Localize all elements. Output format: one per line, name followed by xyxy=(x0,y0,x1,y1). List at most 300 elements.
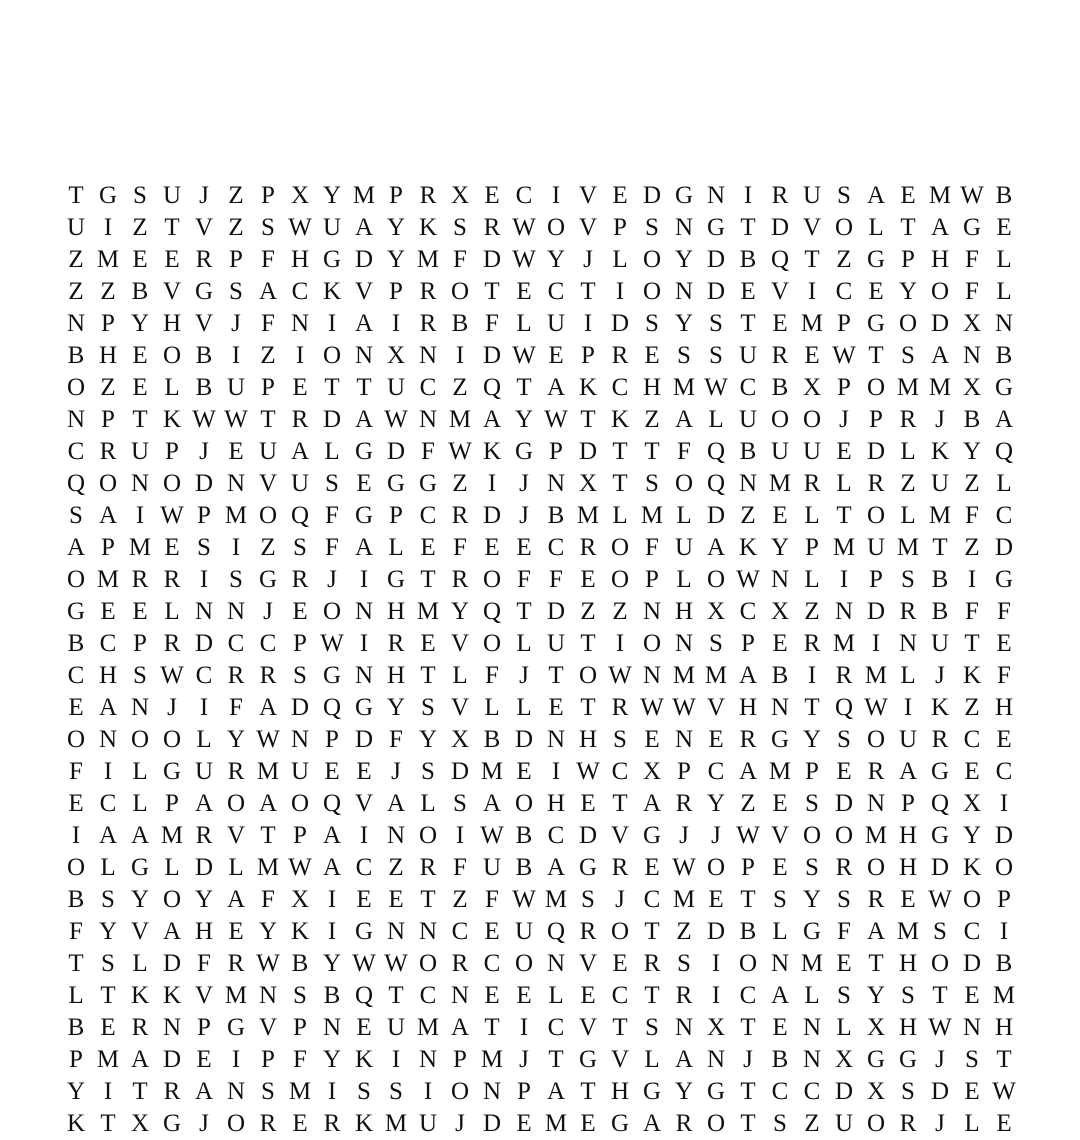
grid-letter: A xyxy=(546,854,566,881)
grid-letter: D xyxy=(706,502,726,529)
grid-letter: B xyxy=(195,342,213,369)
grid-letter: D xyxy=(610,310,630,337)
grid-letter: S xyxy=(261,214,275,241)
grid-letter: M xyxy=(832,534,856,561)
grid-letter: I xyxy=(359,566,369,593)
grid-letter: F xyxy=(453,246,467,273)
grid-letter: D xyxy=(194,630,214,657)
grid-letter: E xyxy=(772,790,788,817)
grid-letter: L xyxy=(900,502,916,529)
grid-letter: G xyxy=(258,566,278,593)
grid-letter: A xyxy=(322,822,342,849)
grid-letter: N xyxy=(290,310,310,337)
grid-letter: L xyxy=(132,950,148,977)
grid-letter: J xyxy=(935,1110,945,1137)
grid-letter: U xyxy=(546,630,566,657)
grid-letter: L xyxy=(676,502,692,529)
grid-letter: V xyxy=(130,918,150,945)
grid-letter: N xyxy=(674,630,694,657)
grid-letter: M xyxy=(544,886,568,913)
grid-letter: Y xyxy=(770,534,790,561)
grid-letter: A xyxy=(194,790,214,817)
grid-letter: E xyxy=(420,534,436,561)
grid-letter: F xyxy=(421,438,435,465)
grid-letter: M xyxy=(800,950,824,977)
grid-row xyxy=(60,372,1020,404)
grid-letter: N xyxy=(770,694,790,721)
grid-letter: S xyxy=(645,310,659,337)
grid-letter: E xyxy=(836,950,852,977)
grid-letter: O xyxy=(482,566,502,593)
grid-letter: R xyxy=(259,662,277,689)
grid-letter: E xyxy=(580,982,596,1009)
grid-letter: Y xyxy=(386,246,406,273)
grid-letter: B xyxy=(739,438,757,465)
grid-letter: C xyxy=(419,374,437,401)
grid-letter: E xyxy=(292,1110,308,1137)
grid-letter: G xyxy=(162,1110,182,1137)
grid-letter: A xyxy=(546,1078,566,1105)
grid-letter: T xyxy=(644,982,660,1009)
grid-letter: F xyxy=(965,246,979,273)
grid-letter: R xyxy=(419,278,437,305)
grid-letter: M xyxy=(416,598,440,625)
grid-letter: A xyxy=(482,406,502,433)
grid-letter: S xyxy=(709,342,723,369)
grid-letter: Y xyxy=(898,278,918,305)
grid-letter: W xyxy=(864,694,888,721)
grid-letter: Z xyxy=(804,598,820,625)
grid-letter: M xyxy=(96,566,120,593)
grid-letter: U xyxy=(834,1110,854,1137)
grid-letter: H xyxy=(546,790,566,817)
grid-letter: O xyxy=(578,662,598,689)
grid-letter: L xyxy=(516,630,532,657)
grid-letter: D xyxy=(386,438,406,465)
grid-letter: T xyxy=(484,278,500,305)
grid-letter: I xyxy=(551,182,561,209)
grid-letter: B xyxy=(963,406,981,433)
grid-letter: S xyxy=(677,950,691,977)
grid-letter: U xyxy=(802,438,822,465)
grid-letter: B xyxy=(67,886,85,913)
grid-letter: E xyxy=(804,342,820,369)
grid-letter: D xyxy=(706,246,726,273)
grid-letter: N xyxy=(450,982,470,1009)
grid-letter: O xyxy=(66,566,86,593)
grid-letter: I xyxy=(455,822,465,849)
grid-letter: Y xyxy=(802,726,822,753)
grid-letter: F xyxy=(997,662,1011,689)
grid-letter: Q xyxy=(706,470,726,497)
grid-letter: W xyxy=(512,214,536,241)
grid-row xyxy=(60,756,1020,788)
grid-letter: Y xyxy=(802,886,822,913)
grid-letter: F xyxy=(389,726,403,753)
grid-letter: D xyxy=(354,246,374,273)
grid-letter: U xyxy=(162,182,182,209)
grid-letter: C xyxy=(963,918,981,945)
grid-letter: M xyxy=(896,374,920,401)
grid-letter: J xyxy=(199,182,209,209)
grid-letter: P xyxy=(165,790,179,817)
grid-letter: Z xyxy=(452,470,468,497)
grid-letter: D xyxy=(290,694,310,721)
grid-letter: N xyxy=(386,918,406,945)
grid-letter: Q xyxy=(770,246,790,273)
grid-letter: U xyxy=(130,438,150,465)
grid-letter: X xyxy=(290,182,310,209)
grid-letter: R xyxy=(643,950,661,977)
grid-letter: W xyxy=(352,950,376,977)
grid-letter: C xyxy=(483,950,501,977)
grid-letter: R xyxy=(803,470,821,497)
grid-letter: B xyxy=(771,662,789,689)
grid-letter: C xyxy=(803,1078,821,1105)
grid-letter: I xyxy=(807,662,817,689)
grid-letter: O xyxy=(674,470,694,497)
grid-letter: A xyxy=(674,406,694,433)
grid-letter: V xyxy=(610,1046,630,1073)
grid-letter: R xyxy=(579,918,597,945)
grid-letter: T xyxy=(644,438,660,465)
grid-letter: G xyxy=(130,854,150,881)
grid-letter: T xyxy=(644,918,660,945)
grid-letter: G xyxy=(578,854,598,881)
grid-row xyxy=(60,884,1020,916)
grid-letter: Y xyxy=(546,246,566,273)
grid-letter: D xyxy=(930,310,950,337)
grid-letter: R xyxy=(163,566,181,593)
grid-letter: E xyxy=(516,982,532,1009)
grid-letter: I xyxy=(359,822,369,849)
grid-letter: O xyxy=(226,1110,246,1137)
grid-letter: L xyxy=(772,918,788,945)
grid-letter: P xyxy=(293,1014,307,1041)
grid-letter: O xyxy=(994,854,1014,881)
grid-letter: T xyxy=(612,1014,628,1041)
grid-letter: P xyxy=(645,566,659,593)
grid-letter: U xyxy=(290,470,310,497)
grid-letter: X xyxy=(962,790,982,817)
grid-letter: D xyxy=(482,246,502,273)
grid-letter: R xyxy=(323,1110,341,1137)
grid-letter: C xyxy=(739,374,757,401)
grid-letter: S xyxy=(101,886,115,913)
grid-letter: U xyxy=(866,534,886,561)
grid-letter: W xyxy=(928,886,952,913)
grid-letter: X xyxy=(450,726,470,753)
grid-letter: H xyxy=(898,1014,918,1041)
grid-letter: T xyxy=(836,502,852,529)
grid-letter: U xyxy=(930,630,950,657)
grid-letter: S xyxy=(261,1078,275,1105)
grid-letter: S xyxy=(805,790,819,817)
grid-letter: M xyxy=(704,662,728,689)
grid-letter: T xyxy=(388,982,404,1009)
grid-letter: T xyxy=(740,1014,756,1041)
grid-letter: A xyxy=(866,182,886,209)
grid-letter: Z xyxy=(836,246,852,273)
grid-letter: W xyxy=(736,566,760,593)
grid-letter: G xyxy=(226,1014,246,1041)
grid-letter: B xyxy=(67,630,85,657)
grid-letter: I xyxy=(743,182,753,209)
grid-letter: T xyxy=(612,470,628,497)
grid-letter: H xyxy=(162,310,182,337)
grid-letter: J xyxy=(679,822,689,849)
grid-letter: S xyxy=(677,342,691,369)
grid-letter: X xyxy=(290,886,310,913)
grid-letter: I xyxy=(519,1014,529,1041)
grid-letter: W xyxy=(992,1078,1016,1105)
grid-letter: I xyxy=(327,310,337,337)
grid-letter: V xyxy=(578,950,598,977)
grid-letter: V xyxy=(450,630,470,657)
grid-letter: S xyxy=(197,534,211,561)
grid-letter: N xyxy=(802,1046,822,1073)
grid-letter: L xyxy=(132,758,148,785)
grid-letter: H xyxy=(642,374,662,401)
grid-letter: E xyxy=(580,1110,596,1137)
grid-letter: R xyxy=(675,1110,693,1137)
grid-letter: I xyxy=(71,822,81,849)
grid-letter: O xyxy=(802,406,822,433)
grid-letter: D xyxy=(930,854,950,881)
grid-letter: I xyxy=(327,918,337,945)
grid-row xyxy=(60,916,1020,948)
grid-letter: R xyxy=(195,246,213,273)
grid-letter: H xyxy=(578,726,598,753)
grid-letter: E xyxy=(612,182,628,209)
grid-letter: A xyxy=(642,790,662,817)
grid-letter: T xyxy=(868,342,884,369)
grid-letter: D xyxy=(962,950,982,977)
grid-letter: F xyxy=(293,1046,307,1073)
grid-letter: E xyxy=(484,182,500,209)
grid-letter: J xyxy=(391,758,401,785)
grid-letter: P xyxy=(581,342,595,369)
grid-letter: I xyxy=(199,694,209,721)
grid-letter: M xyxy=(256,758,280,785)
grid-letter: K xyxy=(162,982,182,1009)
grid-letter: F xyxy=(645,534,659,561)
grid-letter: F xyxy=(517,566,531,593)
grid-letter: W xyxy=(256,726,280,753)
grid-letter: O xyxy=(418,950,438,977)
grid-letter: O xyxy=(162,342,182,369)
grid-letter: G xyxy=(194,278,214,305)
grid-letter: L xyxy=(996,278,1012,305)
grid-letter: L xyxy=(452,662,468,689)
grid-letter: S xyxy=(901,342,915,369)
grid-letter: C xyxy=(995,758,1013,785)
grid-letter: W xyxy=(512,246,536,273)
grid-letter: D xyxy=(514,726,534,753)
grid-letter: G xyxy=(66,598,86,625)
grid-letter: I xyxy=(807,278,817,305)
grid-letter: X xyxy=(866,1014,886,1041)
grid-letter: N xyxy=(226,1078,246,1105)
grid-letter: F xyxy=(549,566,563,593)
grid-letter: E xyxy=(324,758,340,785)
grid-letter: O xyxy=(866,1110,886,1137)
grid-letter: V xyxy=(770,822,790,849)
grid-letter: Z xyxy=(260,534,276,561)
grid-letter: G xyxy=(866,310,886,337)
grid-letter: I xyxy=(359,630,369,657)
grid-letter: R xyxy=(611,342,629,369)
grid-row xyxy=(60,820,1020,852)
grid-letter: C xyxy=(419,982,437,1009)
grid-letter: C xyxy=(963,726,981,753)
grid-letter: E xyxy=(388,886,404,913)
grid-letter: L xyxy=(196,726,212,753)
grid-letter: H xyxy=(674,598,694,625)
grid-letter: N xyxy=(802,1014,822,1041)
grid-letter: Y xyxy=(674,310,694,337)
grid-letter: Y xyxy=(962,438,982,465)
grid-letter: D xyxy=(162,1046,182,1073)
grid-letter: P xyxy=(741,854,755,881)
grid-letter: G xyxy=(514,438,534,465)
grid-letter: M xyxy=(672,662,696,689)
grid-letter: P xyxy=(389,182,403,209)
grid-letter: W xyxy=(640,694,664,721)
grid-letter: D xyxy=(546,598,566,625)
grid-letter: L xyxy=(996,470,1012,497)
grid-letter: I xyxy=(455,342,465,369)
grid-letter: E xyxy=(836,438,852,465)
grid-letter: A xyxy=(322,854,342,881)
grid-letter: W xyxy=(192,406,216,433)
grid-letter: S xyxy=(101,950,115,977)
grid-letter: O xyxy=(738,950,758,977)
grid-letter: I xyxy=(295,342,305,369)
grid-letter: S xyxy=(645,470,659,497)
grid-letter: N xyxy=(546,470,566,497)
grid-letter: A xyxy=(354,310,374,337)
grid-letter: B xyxy=(483,726,501,753)
grid-letter: A xyxy=(994,406,1014,433)
grid-letter: M xyxy=(640,502,664,529)
grid-letter: T xyxy=(580,406,596,433)
grid-letter: F xyxy=(229,694,243,721)
grid-letter: F xyxy=(325,502,339,529)
grid-letter: P xyxy=(837,310,851,337)
grid-letter: Z xyxy=(100,278,116,305)
grid-letter: M xyxy=(928,374,952,401)
grid-letter: N xyxy=(226,470,246,497)
grid-letter: U xyxy=(738,342,758,369)
grid-letter: G xyxy=(770,726,790,753)
grid-letter: A xyxy=(450,1014,470,1041)
grid-letter: Q xyxy=(546,918,566,945)
grid-letter: B xyxy=(451,310,469,337)
grid-letter: I xyxy=(391,310,401,337)
grid-letter: S xyxy=(837,182,851,209)
grid-letter: E xyxy=(836,758,852,785)
grid-letter: U xyxy=(194,758,214,785)
grid-row xyxy=(60,436,1020,468)
grid-letter: R xyxy=(835,662,853,689)
grid-letter: E xyxy=(516,278,532,305)
grid-letter: E xyxy=(228,918,244,945)
grid-letter: D xyxy=(930,1078,950,1105)
grid-letter: E xyxy=(580,790,596,817)
grid-letter: M xyxy=(288,1078,312,1105)
grid-letter: O xyxy=(610,566,630,593)
grid-letter: R xyxy=(771,182,789,209)
grid-letter: N xyxy=(962,1014,982,1041)
grid-letter: X xyxy=(962,310,982,337)
grid-letter: E xyxy=(132,342,148,369)
grid-letter: B xyxy=(995,342,1013,369)
grid-letter: E xyxy=(548,342,564,369)
grid-letter: B xyxy=(67,342,85,369)
grid-letter: C xyxy=(643,886,661,913)
grid-letter: N xyxy=(418,918,438,945)
grid-letter: T xyxy=(548,662,564,689)
grid-letter: V xyxy=(802,214,822,241)
grid-letter: T xyxy=(420,566,436,593)
grid-letter: F xyxy=(965,502,979,529)
grid-letter: O xyxy=(866,374,886,401)
grid-letter: E xyxy=(356,758,372,785)
grid-letter: R xyxy=(131,1014,149,1041)
grid-letter: T xyxy=(356,374,372,401)
grid-letter: T xyxy=(420,886,436,913)
grid-letter: O xyxy=(162,886,182,913)
grid-letter: G xyxy=(866,1046,886,1073)
grid-letter: E xyxy=(356,886,372,913)
grid-letter: P xyxy=(869,406,883,433)
grid-letter: A xyxy=(130,822,150,849)
grid-letter: E xyxy=(100,1014,116,1041)
grid-letter: V xyxy=(578,214,598,241)
grid-letter: T xyxy=(740,1110,756,1137)
grid-letter: E xyxy=(964,758,980,785)
grid-letter: R xyxy=(419,310,437,337)
grid-letter: Q xyxy=(66,470,86,497)
grid-letter: C xyxy=(547,278,565,305)
grid-letter: Y xyxy=(706,790,726,817)
grid-letter: Z xyxy=(228,182,244,209)
grid-letter: Z xyxy=(900,470,916,497)
grid-letter: R xyxy=(867,758,885,785)
grid-letter: E xyxy=(708,886,724,913)
grid-letter: L xyxy=(644,1046,660,1073)
grid-letter: N xyxy=(674,726,694,753)
grid-letter: T xyxy=(932,982,948,1009)
grid-letter: L xyxy=(516,694,532,721)
grid-letter: O xyxy=(642,278,662,305)
grid-letter: F xyxy=(261,886,275,913)
grid-letter: U xyxy=(482,854,502,881)
grid-letter: Z xyxy=(388,854,404,881)
grid-letter: W xyxy=(288,214,312,241)
grid-letter: S xyxy=(837,726,851,753)
grid-letter: T xyxy=(260,406,276,433)
grid-letter: K xyxy=(930,694,950,721)
grid-letter: D xyxy=(834,1078,854,1105)
grid-row xyxy=(60,180,1020,212)
grid-letter: Z xyxy=(740,502,756,529)
grid-letter: V xyxy=(578,182,598,209)
grid-letter: N xyxy=(482,1078,502,1105)
grid-letter: E xyxy=(612,950,628,977)
grid-letter: L xyxy=(612,502,628,529)
